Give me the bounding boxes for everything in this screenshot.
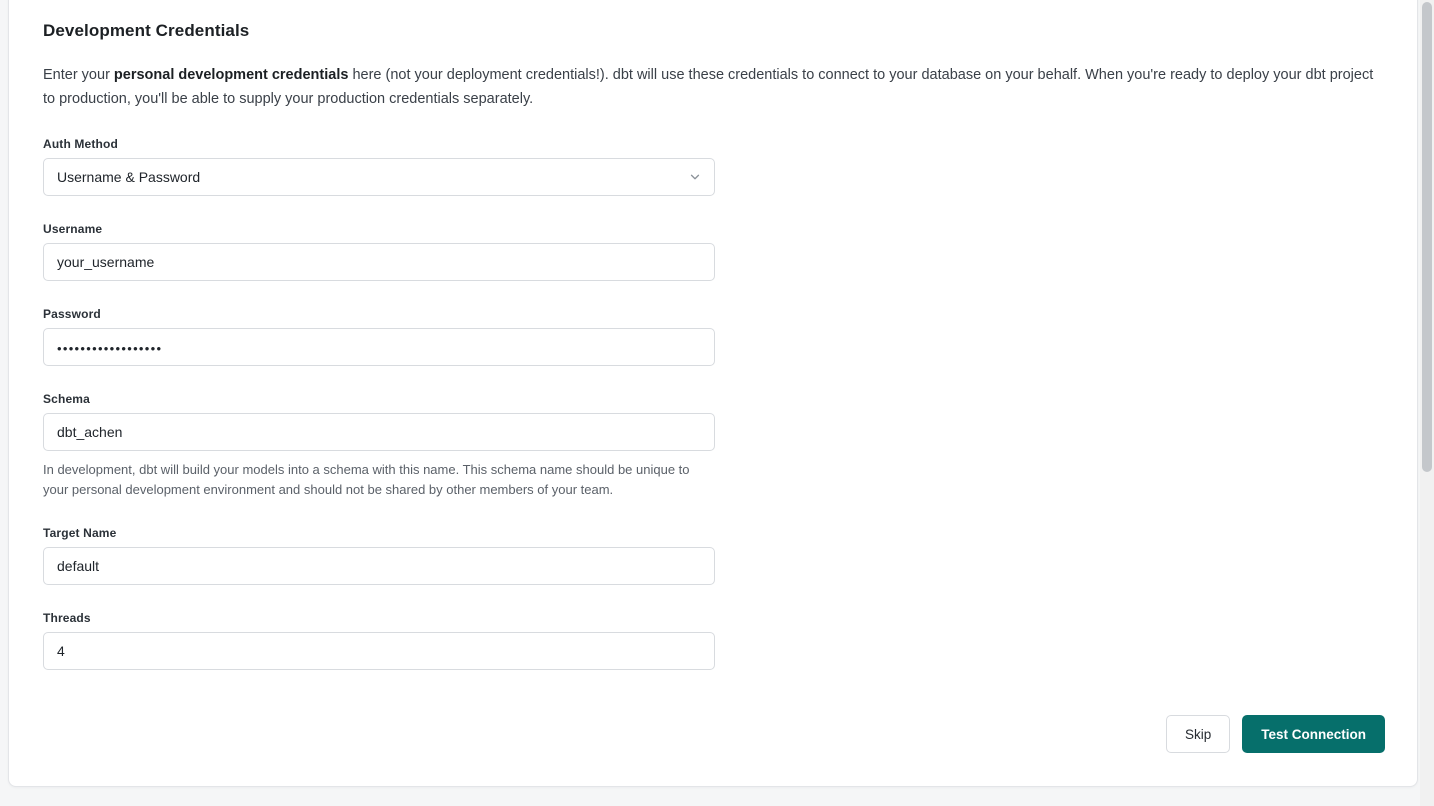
target-name-label: Target Name: [43, 526, 117, 540]
field-username: [43, 222, 1385, 281]
field-schema: [43, 392, 1385, 500]
form-actions: [1166, 715, 1385, 753]
auth-method-label: Auth Method: [43, 137, 118, 151]
username-value: your_username: [57, 254, 155, 270]
threads-value: 4: [57, 643, 65, 659]
skip-button[interactable]: Skip: [1166, 715, 1230, 753]
vertical-scrollbar[interactable]: [1420, 0, 1434, 806]
password-value: ••••••••••••••••••: [57, 340, 163, 356]
development-credentials-card: [8, 0, 1418, 787]
schema-label: Schema: [43, 392, 90, 406]
field-threads: [43, 611, 1385, 670]
password-input[interactable]: [43, 328, 715, 366]
target-name-value: default: [57, 558, 100, 574]
username-input[interactable]: [43, 243, 715, 281]
card-content: [9, 0, 1417, 670]
scrollbar-thumb[interactable]: [1422, 2, 1432, 472]
chevron-down-icon: [688, 159, 702, 195]
field-auth-method: [43, 137, 1385, 196]
schema-input[interactable]: [43, 413, 715, 451]
username-label: Username: [43, 222, 103, 236]
intro-text-after: here (not your deployment credentials!). dbt will use these credentials to connect to your database on your behalf. When you're ready to deploy your dbt project to production, you'll be able to supply your production credentials separately.: [43, 67, 1374, 107]
schema-help-text: In development, dbt will build your models into a schema with this name. This schema name should be unique to your personal development environment and should not be shared by other members of your team.: [43, 462, 690, 497]
field-password: [43, 307, 1385, 366]
target-name-input[interactable]: [43, 547, 715, 585]
threads-input[interactable]: [43, 632, 715, 670]
intro-text-before: Enter your: [43, 67, 114, 83]
test-connection-button[interactable]: Test Connection: [1242, 715, 1385, 753]
schema-value: dbt_achen: [57, 424, 123, 440]
auth-method-value: Username & Password: [57, 169, 201, 185]
threads-label: Threads: [43, 611, 91, 625]
intro-paragraph: [43, 63, 1383, 111]
page-title: Development Credentials: [43, 21, 250, 40]
field-target-name: [43, 526, 1385, 585]
auth-method-select[interactable]: [43, 158, 715, 196]
intro-text-bold: personal development credentials: [113, 67, 349, 83]
password-label: Password: [43, 307, 101, 321]
